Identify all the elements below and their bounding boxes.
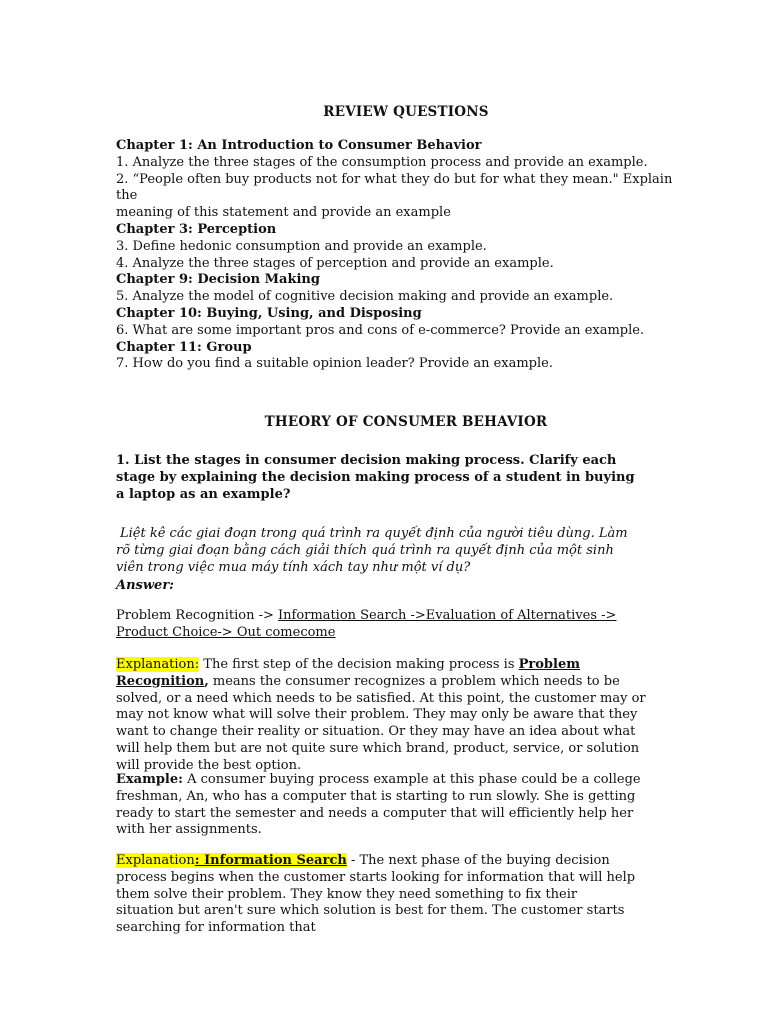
explanation-lead: The first step of the decision making process is [199, 657, 519, 672]
explanation-problem-recognition [116, 657, 656, 775]
chapter-heading: Chapter 11: Group [116, 339, 252, 355]
chapter-heading: Chapter 3: Perception [116, 221, 277, 237]
review-questions-list [116, 138, 676, 373]
term-comma: , [204, 673, 209, 689]
question: 7. How do you find a suitable opinion leader? Provide an example. [116, 356, 553, 372]
question: 6. What are some important pros and cons of e-commerce? Provide an example. [116, 322, 645, 338]
chapter-heading: Chapter 9: Decision Making [116, 272, 320, 288]
question: 5. Analyze the model of cognitive decision making and provide an example. [116, 289, 614, 305]
example-problem-recognition [116, 772, 646, 839]
answer-label: Answer: [116, 578, 174, 593]
stages-line [116, 608, 651, 642]
question: meaning of this statement and provide an example [116, 205, 451, 221]
question: 2. “People often buy products not for what they do but for what they mean." Explain the [116, 171, 673, 204]
review-questions-title: REVIEW QUESTIONS [323, 104, 489, 120]
vietnamese-translation: Liệt kê các giai đoạn trong quá trình ra quyết định của người tiêu dùng. Làm rõ từng giai đoạn bằng cách giải thích quá trình ra quyết định của một sinh viên trong việc mua máy tính xách tay như một ví dụ? [116, 526, 628, 575]
explanation-body: means the consumer recognizes a problem which needs to be solved, or a need which needs to be satisfied. At this point, the customer may or may not know what will solve their problem. They may only be aware that they want to change their reality or situation. Or they may have an idea about what will help them but are not quite sure which brand, product, service, or solution will provide the best option. [116, 673, 646, 773]
question: 1. Analyze the three stages of the consumption process and provide an example. [116, 154, 648, 170]
theory-title: THEORY OF CONSUMER BEHAVIOR [264, 414, 548, 430]
example-label: Example: [116, 772, 183, 787]
question: 4. Analyze the three stages of perception and provide an example. [116, 255, 554, 271]
stages-sequence: Information Search ->Evaluation of Alternatives -> Product Choice-> Out comecome [116, 608, 617, 640]
term-problem-recognition: Problem Recognition [116, 657, 580, 689]
example-body: A consumer buying process example at this phase could be a college freshman, An, who has a computer that is starting to run slowly. She is getting ready to start the semester and needs a computer that will efficiently help her with her assignments. [116, 772, 641, 838]
stage-problem-recognition: Problem Recognition -> [116, 608, 278, 623]
question: 3. Define hedonic consumption and provide an example. [116, 238, 487, 254]
term-information-search: : Information Search [194, 853, 347, 868]
theory-question: 1. List the stages in consumer decision making process. Clarify each stage by explaining the decision making process of a student in buying a laptop as an example? [116, 453, 635, 502]
explanation-label: Explanation [116, 853, 195, 868]
explanation-body: - The next phase of the buying decision process begins when the customer starts looking for information that will help them solve their problem. They know they need something to fix their situation but aren't sure which solution is best for them. The customer starts searching for information that [116, 853, 636, 936]
chapter-heading: Chapter 10: Buying, Using, and Disposing [116, 305, 422, 321]
chapter-heading: Chapter 1: An Introduction to Consumer Behavior [116, 138, 482, 153]
explanation-label: Explanation: [116, 657, 200, 672]
explanation-information-search [116, 853, 636, 937]
